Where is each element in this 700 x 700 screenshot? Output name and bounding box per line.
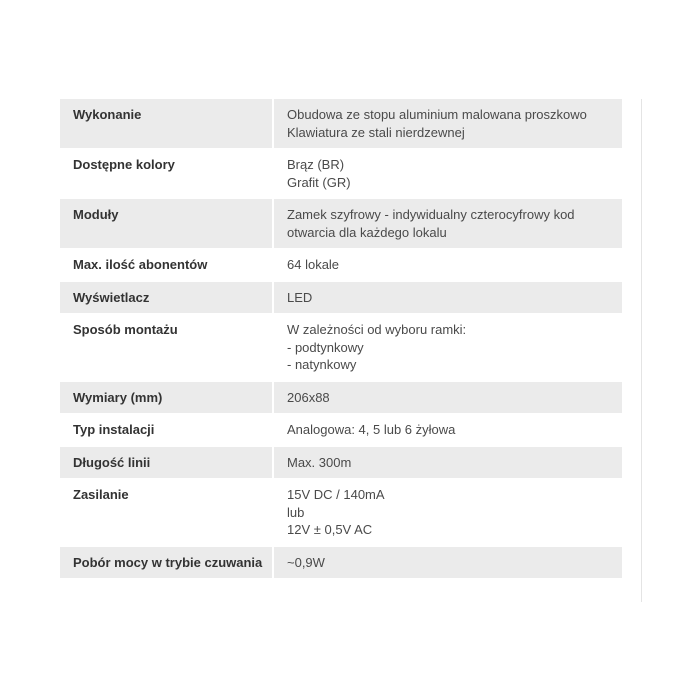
spec-row-dostepne-kolory [60, 149, 622, 199]
page-right-border [641, 99, 642, 602]
spec-value-line: Grafit (GR) [287, 174, 351, 190]
spec-value [273, 149, 622, 199]
spec-label: Długość linii [60, 446, 273, 479]
spec-value-line: 64 lokale [287, 257, 340, 272]
spec-label: Dostępne kolory [60, 149, 273, 199]
spec-value [273, 199, 622, 249]
spec-row-wyswietlacz [60, 281, 622, 314]
spec-value-line: Zamek szyfrowy - indywidualny czterocyfrowy kod [287, 207, 575, 222]
specifications-table [60, 99, 622, 579]
spec-label: Moduły [60, 199, 273, 249]
spec-value-line: Analogowa: 4, 5 lub 6 żyłowa [287, 422, 456, 437]
spec-value [273, 381, 622, 414]
spec-value-line: 12V ± 0,5V AC [287, 522, 373, 537]
spec-value [273, 446, 622, 479]
spec-value [273, 546, 622, 579]
spec-label: Typ instalacji [60, 414, 273, 447]
spec-label: Sposób montażu [60, 314, 273, 382]
spec-row-moduly [60, 199, 622, 249]
spec-value-line: otwarcia dla każdego lokalu [287, 224, 447, 240]
spec-value-line: - podtynkowy [287, 339, 364, 355]
spec-value-line: - natynkowy [287, 357, 357, 372]
spec-value-line: 15V DC / 140mA [287, 487, 385, 502]
spec-row-wykonanie [60, 99, 622, 149]
spec-row-pobor-mocy [60, 546, 622, 579]
spec-value [273, 249, 622, 282]
spec-value-line: LED [287, 289, 313, 305]
spec-value [273, 281, 622, 314]
spec-label: Wymiary (mm) [60, 381, 273, 414]
spec-value-line: lub [287, 504, 305, 520]
spec-value-line: Brąz (BR) [287, 157, 345, 172]
spec-value-line: Max. 300m [287, 454, 352, 470]
spec-value [273, 479, 622, 547]
spec-label: Wyświetlacz [60, 281, 273, 314]
spec-row-dlugosc-linii [60, 446, 622, 479]
spec-value-line: Obudowa ze stopu aluminium malowana proszkowo [287, 107, 587, 122]
spec-label: Zasilanie [60, 479, 273, 547]
spec-label: Pobór mocy w trybie czuwania [60, 546, 273, 579]
spec-value-line: 206x88 [287, 389, 330, 405]
spec-value-line: Klawiatura ze stali nierdzewnej [287, 124, 465, 140]
spec-row-typ-instalacji [60, 414, 622, 447]
spec-value-line: ~0,9W [287, 554, 325, 570]
spec-value-line: W zależności od wyboru ramki: [287, 322, 467, 337]
spec-row-zasilanie [60, 479, 622, 547]
spec-value [273, 314, 622, 382]
spec-label: Max. ilość abonentów [60, 249, 273, 282]
spec-row-wymiary [60, 381, 622, 414]
spec-row-sposob-montazu [60, 314, 622, 382]
spec-value [273, 414, 622, 447]
spec-row-max-ilosc-abonentow [60, 249, 622, 282]
spec-value [273, 99, 622, 149]
spec-label: Wykonanie [60, 99, 273, 149]
